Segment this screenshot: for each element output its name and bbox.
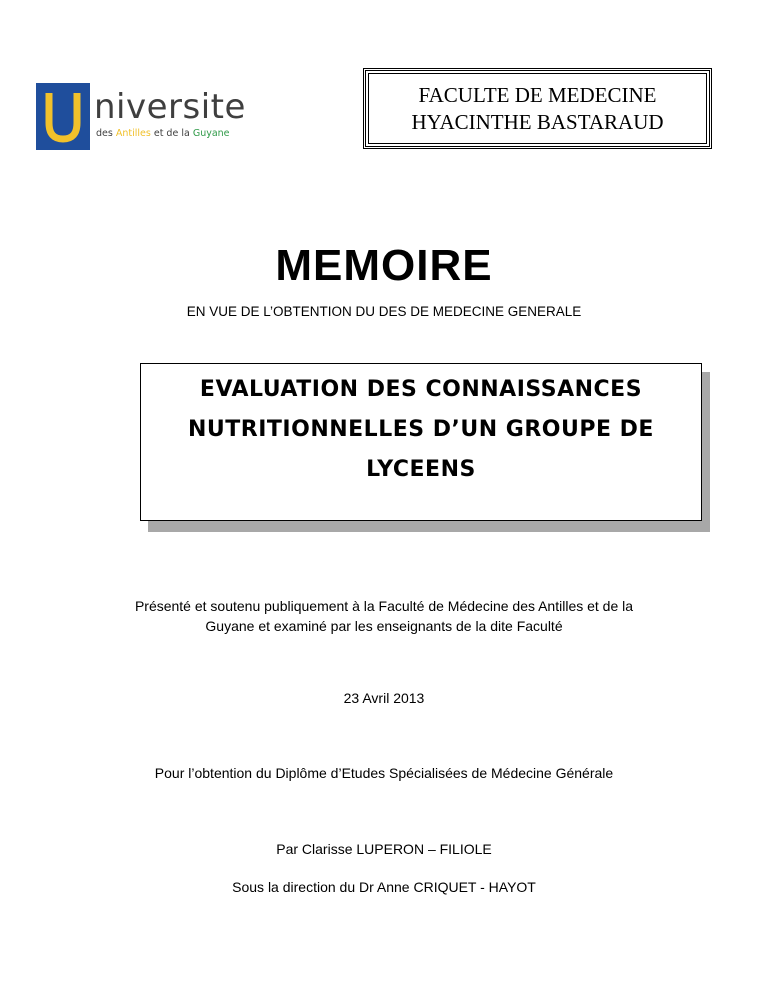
- author-line: Par Clarisse LUPERON – FILIOLE: [276, 841, 492, 857]
- logo-u-icon: [36, 83, 90, 150]
- diploma-text: Pour l’obtention du Diplôme d’Etudes Spécialisées de Médecine Générale: [154, 765, 614, 781]
- defense-date: 23 Avril 2013: [343, 690, 425, 706]
- faculty-box: [363, 68, 712, 149]
- thesis-title-box: [140, 363, 702, 521]
- director-line: Sous la direction du Dr Anne CRIQUET - HAYOT: [232, 879, 536, 895]
- thesis-title-line-2: NUTRITIONNELLES D’UN GROUPE DE: [188, 417, 654, 442]
- presentation-line-2: Guyane et examiné par les enseignants de la dite Faculté: [205, 618, 563, 634]
- presentation-line-1: Présenté et soutenu publiquement à la Faculté de Médecine des Antilles et de la: [134, 598, 634, 614]
- faculty-name: FACULTE DE MEDECINE: [418, 82, 657, 107]
- logo-subtitle: des Antilles et de la Guyane: [96, 128, 230, 139]
- thesis-title-line-1: EVALUATION DES CONNAISSANCES: [199, 377, 643, 402]
- document-heading: MEMOIRE: [275, 241, 493, 290]
- document-subheading: EN VUE DE L’OBTENTION DU DES DE MEDECINE GENERALE: [186, 304, 582, 319]
- faculty-subname: HYACINTHE BASTARAUD: [411, 109, 664, 134]
- thesis-title-line-3: LYCEENS: [366, 457, 476, 482]
- logo-wordmark: niversite: [94, 87, 246, 127]
- university-logo: [36, 83, 256, 151]
